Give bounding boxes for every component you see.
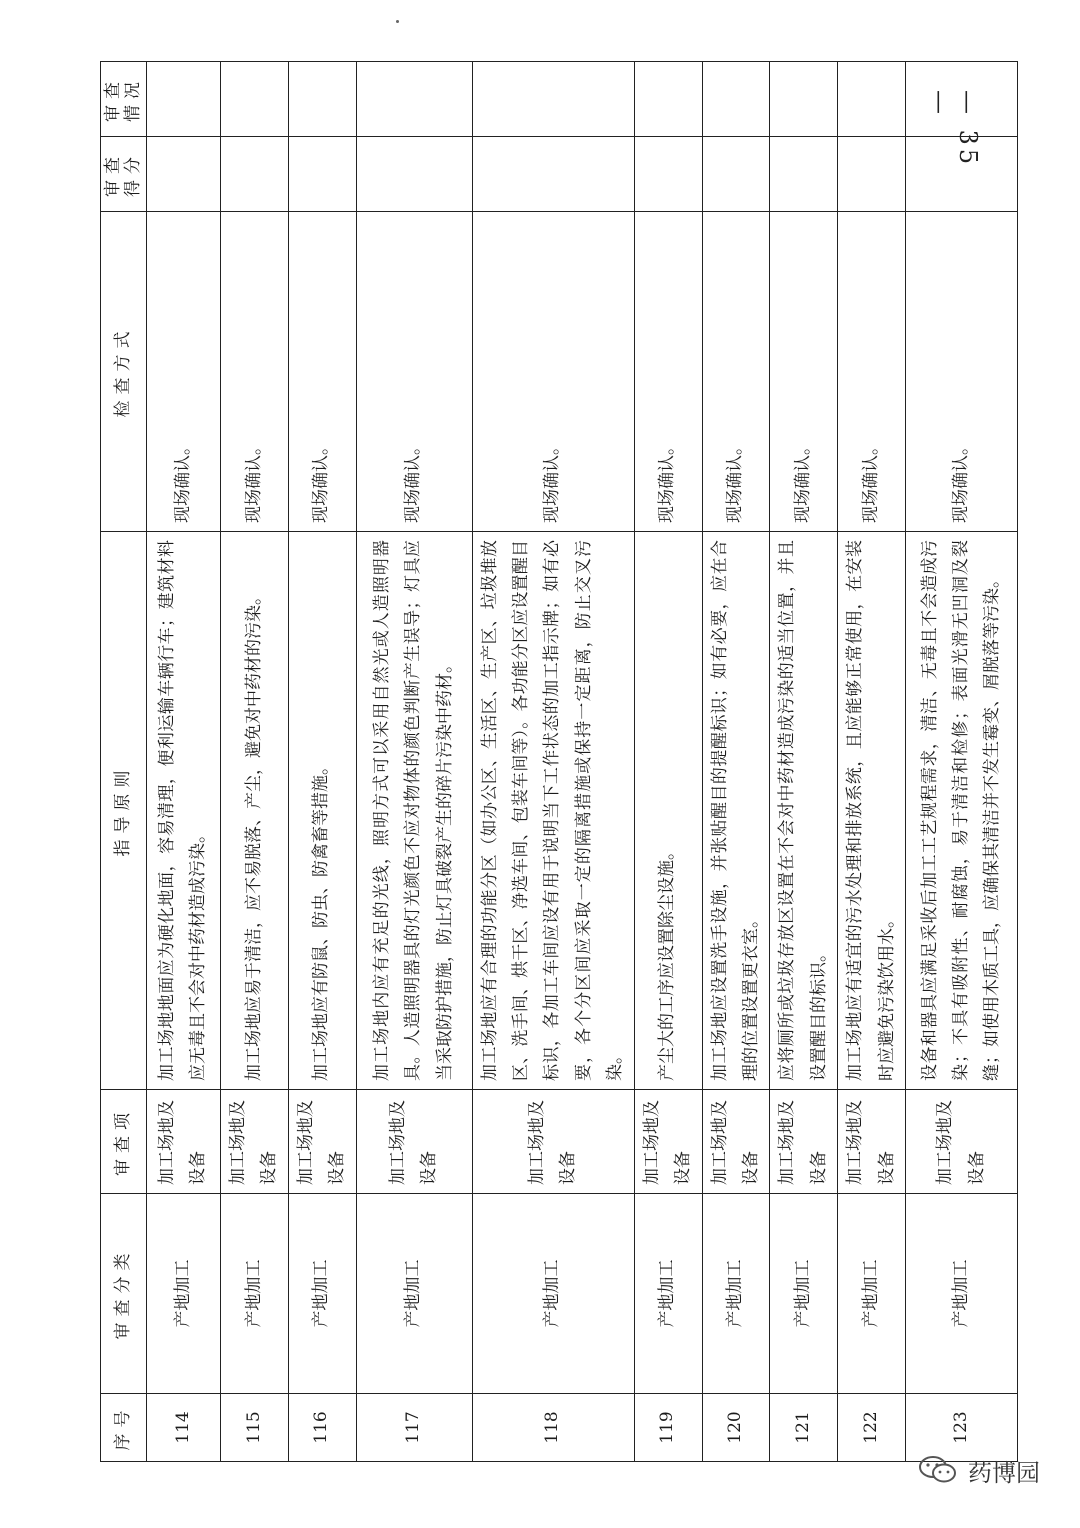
row-status (220, 62, 288, 137)
row-score (356, 137, 472, 212)
table-row (770, 62, 838, 1462)
row-item: 加工场地及设备 (770, 1090, 838, 1194)
header-no: 序号 (101, 1394, 147, 1462)
row-method: 现场确认。 (472, 212, 634, 532)
row-category: 产地加工 (770, 1194, 838, 1394)
row-item: 加工场地及设备 (702, 1090, 770, 1194)
header-method: 检查方式 (101, 212, 147, 532)
row-status (146, 62, 220, 137)
row-rule: 应将厕所或垃圾存放区设置在不会对中药材造成污染的适当位置，并且设置醒目的标识。 (770, 532, 838, 1090)
row-status (634, 62, 702, 137)
row-number: 123 (906, 1394, 1018, 1462)
row-status (356, 62, 472, 137)
wechat-icon (918, 1454, 958, 1486)
row-category: 产地加工 (472, 1194, 634, 1394)
row-method: 现场确认。 (702, 212, 770, 532)
header-item: 审查项 (101, 1090, 147, 1194)
row-rule: 加工场地应有适宜的污水处理和排放系统，且应能够正常使用，在安装时应避免污染饮用水。 (838, 532, 906, 1090)
row-score (288, 137, 356, 212)
row-rule: 加工场地应设置洗手设施，并张贴醒目的提醒标识；如有必要，应在合理的位置设置更衣室。 (702, 532, 770, 1090)
row-method: 现场确认。 (634, 212, 702, 532)
row-number: 119 (634, 1394, 702, 1462)
row-number: 120 (702, 1394, 770, 1462)
header-status: 审查情况 (101, 62, 147, 137)
row-method: 现场确认。 (356, 212, 472, 532)
table-row (356, 62, 472, 1462)
header-score: 审查得分 (101, 137, 147, 212)
row-category: 产地加工 (220, 1194, 288, 1394)
table-row (220, 62, 288, 1462)
row-number: 114 (146, 1394, 220, 1462)
table-body (146, 62, 1017, 1462)
row-category: 产地加工 (838, 1194, 906, 1394)
row-item: 加工场地及设备 (288, 1090, 356, 1194)
row-status (838, 62, 906, 137)
table-row (472, 62, 634, 1462)
row-method: 现场确认。 (770, 212, 838, 532)
row-category: 产地加工 (288, 1194, 356, 1394)
row-item: 加工场地及设备 (146, 1090, 220, 1194)
table-row (634, 62, 702, 1462)
row-rule: 加工场地应有合理的功能分区（如办公区、生活区、生产区、垃圾堆放区、洗手间、烘干区、净选车间、包装车间等）。各功能分区应设置醒目标识，各加工车间应设有用于说明当下工作状态的加工指示牌；如有必要，各个分区间应采取一定的隔离措施或保持一定距离，防止交叉污染。 (472, 532, 634, 1090)
row-status (770, 62, 838, 137)
header-category: 审查分类 (101, 1194, 147, 1394)
row-category: 产地加工 (702, 1194, 770, 1394)
table-row (838, 62, 906, 1462)
row-method: 现场确认。 (838, 212, 906, 532)
row-rule: 产尘大的工序应设置除尘设施。 (634, 532, 702, 1090)
row-item: 加工场地及设备 (634, 1090, 702, 1194)
row-rule: 设备和器具应满足采收后加工工艺规程需求，清洁、无毒且不会造成污染；不具有吸附性、耐腐蚀，易于清洁和检修；表面光滑无凹洞及裂缝；如使用木质工具，应确保其清洁并不发生霉变、屑脱落等污染。 (906, 532, 1018, 1090)
table-row (288, 62, 356, 1462)
row-score (838, 137, 906, 212)
row-category: 产地加工 (146, 1194, 220, 1394)
row-item: 加工场地及设备 (472, 1090, 634, 1194)
row-method: 现场确认。 (906, 212, 1018, 532)
table-header (101, 62, 147, 1462)
row-category: 产地加工 (634, 1194, 702, 1394)
row-method: 现场确认。 (146, 212, 220, 532)
row-score (472, 137, 634, 212)
row-score (634, 137, 702, 212)
row-number: 122 (838, 1394, 906, 1462)
row-score (702, 137, 770, 212)
row-status (472, 62, 634, 137)
row-category: 产地加工 (356, 1194, 472, 1394)
page-number: — 35 — (926, 90, 982, 169)
watermark-text: 药博园 (968, 1458, 1040, 1487)
row-method: 现场确认。 (220, 212, 288, 532)
header-rule: 指导原则 (101, 532, 147, 1090)
row-status (702, 62, 770, 137)
row-rule: 加工场地内应有充足的光线，照明方式可以采用自然光或人造照明器具。人造照明器具的灯光颜色不应对物体的颜色判断产生误导；灯具应当采取防护措施，防止灯具破裂产生的碎片污染中药材。 (356, 532, 472, 1090)
watermark (918, 1450, 1040, 1490)
row-number: 121 (770, 1394, 838, 1462)
row-rule: 加工场地地面应为硬化地面，容易清理，便利运输车辆行车；建筑材料应无毒且不会对中药材造成污染。 (146, 532, 220, 1090)
row-score (770, 137, 838, 212)
row-number: 117 (356, 1394, 472, 1462)
row-score (220, 137, 288, 212)
table-row (906, 62, 1018, 1462)
row-item: 加工场地及设备 (220, 1090, 288, 1194)
table-row (702, 62, 770, 1462)
row-category: 产地加工 (906, 1194, 1018, 1394)
row-number: 118 (472, 1394, 634, 1462)
row-method: 现场确认。 (288, 212, 356, 532)
row-number: 116 (288, 1394, 356, 1462)
audit-table (100, 61, 1018, 1462)
table-row (146, 62, 220, 1462)
row-item: 加工场地及设备 (356, 1090, 472, 1194)
row-item: 加工场地及设备 (906, 1090, 1018, 1194)
row-rule: 加工场地应易于清洁，应不易脱落、产尘，避免对中药材的污染。 (220, 532, 288, 1090)
scan-speck (396, 20, 399, 23)
row-number: 115 (220, 1394, 288, 1462)
row-status (288, 62, 356, 137)
row-item: 加工场地及设备 (838, 1090, 906, 1194)
row-score (146, 137, 220, 212)
row-rule: 加工场地应有防鼠、防虫、防禽畜等措施。 (288, 532, 356, 1090)
